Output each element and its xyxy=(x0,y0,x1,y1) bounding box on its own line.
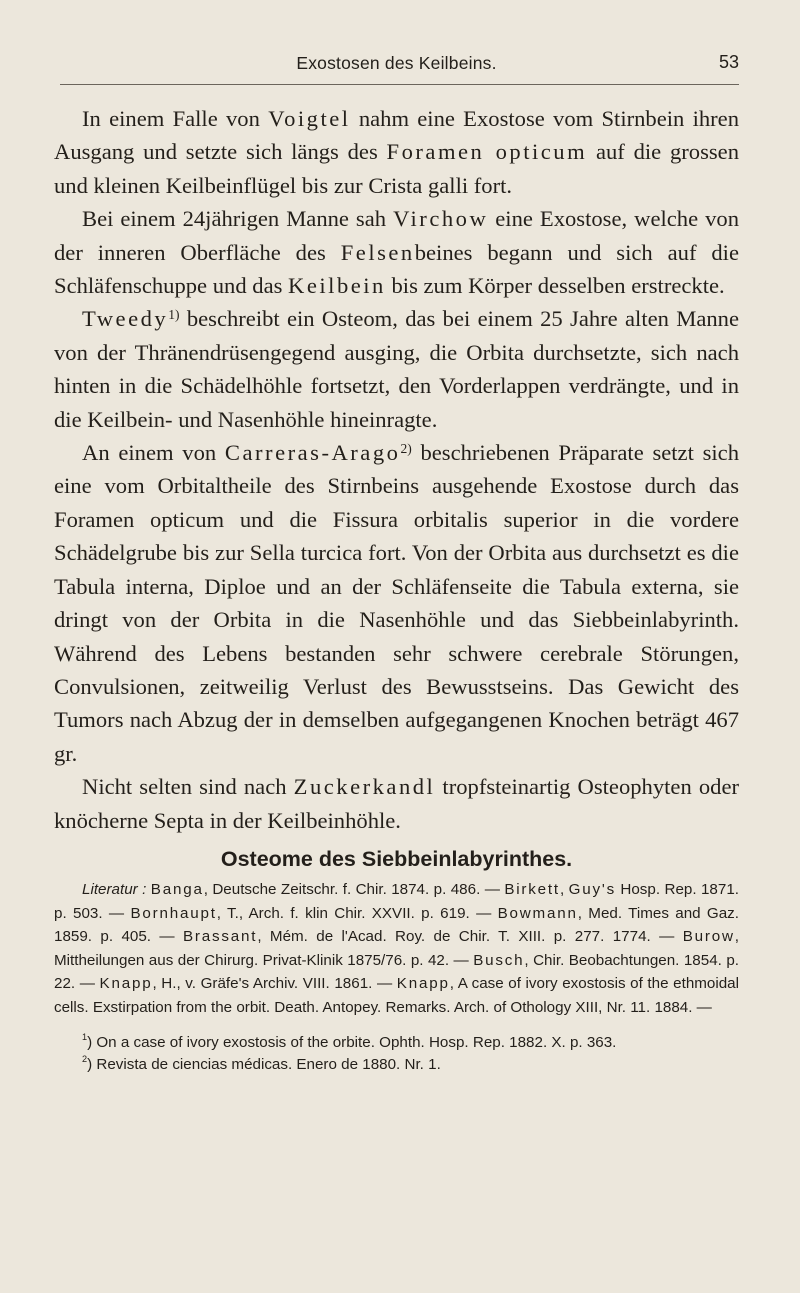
text-span: beines begann und sich auf die Schläfenschuppe und das xyxy=(54,239,739,299)
author-name: Burow xyxy=(682,928,735,946)
term-keilbein: Keilbein xyxy=(288,273,386,299)
author-name: Brassant xyxy=(182,928,258,946)
text-span: , Mittheilungen aus der Chirurg. Privat-Klinik 1875/76. p. 42. — xyxy=(54,928,739,969)
author-name: Banga xyxy=(150,880,204,898)
paragraph-carreras-arago xyxy=(54,436,739,770)
paragraph-virchow xyxy=(54,202,739,302)
footnote-1 xyxy=(54,1032,739,1054)
text-span: , Mém. de l'Acad. Roy. de Chir. T. XIII. p. 277. 1774. — xyxy=(257,928,683,946)
paragraph-tweedy xyxy=(54,302,739,436)
literature-label: Literatur : xyxy=(82,880,147,898)
term-felsen: Felsen xyxy=(340,239,415,265)
footnote-ref-number: 1 xyxy=(168,307,175,323)
paragraph-voigtel xyxy=(54,102,739,202)
author-name: Busch xyxy=(473,951,525,969)
author-name: Bowmann xyxy=(497,904,578,922)
text-span: , xyxy=(559,880,569,898)
author-name: Virchow xyxy=(393,206,489,232)
text-span: , Deutsche Zeitschr. f. Chir. 1874. p. 486. — xyxy=(203,880,505,898)
text-span: In einem Falle von xyxy=(82,106,269,131)
footnote-ref: 1) xyxy=(168,307,180,323)
section-title: Osteome des Siebbeinlabyrinthes. xyxy=(220,846,573,871)
footnote-text: ) On a case of ivory exostosis of the orbite. Ophth. Hosp. Rep. 1882. X. p. 363. xyxy=(87,1033,617,1051)
footnote-2 xyxy=(54,1054,739,1076)
text-span: , Med. Times and Gaz. 1859. p. 405. — xyxy=(54,904,739,946)
literature-list xyxy=(54,878,739,1020)
text-span: beschreibt ein Osteom, das bei einem 25 Jahre alten Manne von der Thränendrüsengegend ausging, die Orbita durchsetzte, sich nach hinten in die Schädelhöhle fortsetzt, den Vorderlappen verdrängte, und in die Keilbein- und Nasenhöhle hineinragte. xyxy=(54,306,739,432)
text-span: , H., v. Gräfe's Archiv. VIII. 1861. — xyxy=(152,975,397,993)
footnote-marker: 2 xyxy=(82,1053,88,1064)
text-span: Nicht selten sind nach xyxy=(82,774,294,800)
page-header xyxy=(54,50,739,80)
text-span: nahm eine Exostose vom Stirnbein ihren Ausgang und setzte sich längs des xyxy=(54,106,740,165)
text-span: auf die grossen und kleinen Keilbeinflügel bis zur Crista galli fort. xyxy=(54,139,739,198)
text-span: An einem von xyxy=(82,440,225,466)
author-name: Zuckerkandl xyxy=(293,774,436,800)
author-name: Carreras-Arago xyxy=(224,440,401,466)
text-span: , A case of ivory exostosis of the ethmoidal cells. Exstirpation from the orbit. Death. Antopey. Remarks. Arch. of Othology XIII, Nr. 11. 1884. — xyxy=(54,975,740,1016)
text-span: , T., Arch. f. klin Chir. XXVII. p. 619. — xyxy=(216,904,498,922)
footnotes xyxy=(54,1032,739,1076)
text-span: bis zum Körper desselben erstreckte. xyxy=(385,273,725,299)
term-foramen-opticum: Foramen opticum xyxy=(386,139,588,165)
main-text xyxy=(54,102,739,837)
text-span: , Chir. Beobachtungen. 1854. p. 22. — xyxy=(54,951,739,993)
author-name: Bornhaupt xyxy=(130,904,217,922)
text-span: tropfsteinartig Osteophyten oder knöcherne Septa in der Keilbeinhöhle. xyxy=(54,774,739,833)
text-span: Hosp. Rep. 1871. p. 503. — xyxy=(54,880,739,922)
author-name: Knapp xyxy=(396,975,450,993)
header-rule xyxy=(60,84,739,85)
book-page xyxy=(54,50,739,1076)
footnote-marker: 1 xyxy=(82,1031,88,1042)
author-name: Tweedy xyxy=(82,306,169,332)
author-name: Birkett xyxy=(504,880,560,898)
page-number: 53 xyxy=(718,52,739,72)
author-name: Knapp xyxy=(99,975,153,993)
text-span: eine Exostose, welche von der inneren Oberfläche des xyxy=(54,206,739,265)
running-title: Exostosen des Keilbeins. xyxy=(296,53,497,73)
text-span: Bei einem 24jährigen Manne sah xyxy=(82,206,394,232)
hospital-name: Guy's xyxy=(568,880,616,898)
footnote-ref: 2) xyxy=(400,441,412,457)
text-span: beschriebenen Präparate setzt sich eine vom Orbitaltheile des Stirnbeins ausgehende Exostose durch das Foramen opticum und die Fissura orbitalis superior in die vordere Schädelgrube bis zur Sella turcica fort. Von der Orbita aus durchsetzt es die Tabula interna, Diploe und an der Schläfenseite die Tabula externa, sie dringt von der Orbita in die Nasenhöhle und das Siebbeinlabyrinth. Während des Lebens bestanden sehr schwere cerebrale Störungen, Convulsionen, zeitweilig Verlust des Bewusstseins. Das Gewicht des Tumors nach Abzug der in demselben aufgegangenen Knochen beträgt 467 gr. xyxy=(54,440,739,766)
footnote-text: ) Revista de ciencias médicas. Enero de 1880. Nr. 1. xyxy=(87,1055,441,1073)
footnote-ref-number: 2 xyxy=(400,441,408,457)
author-name: Voigtel xyxy=(268,106,351,131)
paragraph-zuckerkandl xyxy=(54,770,739,837)
